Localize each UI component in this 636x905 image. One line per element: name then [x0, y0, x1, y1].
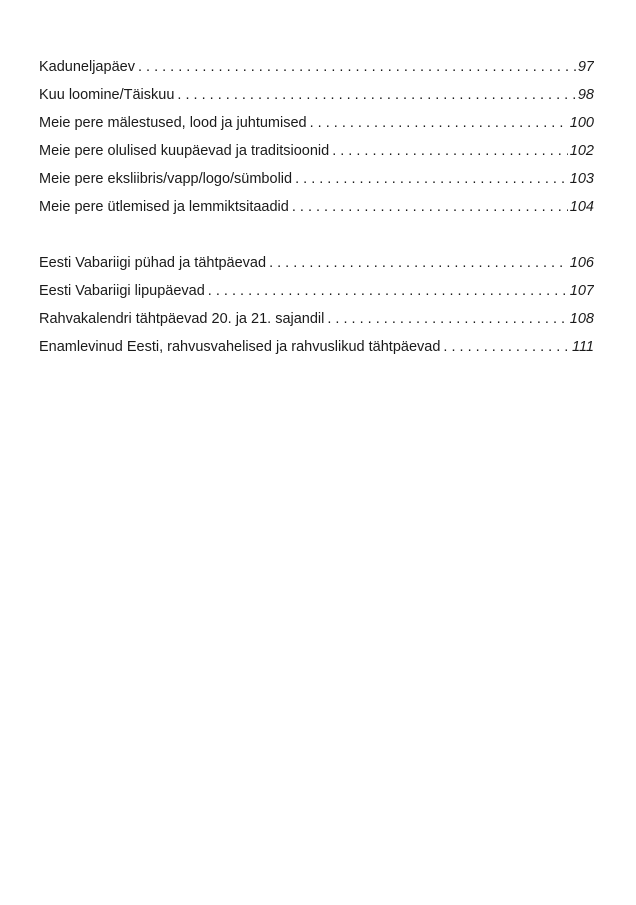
toc-entry-title: Rahvakalendri tähtpäevad 20. ja 21. sajandil [39, 311, 325, 327]
toc-group-holidays [39, 252, 594, 364]
toc-entry[interactable] [39, 196, 594, 224]
toc-entry-page-number: 102 [569, 143, 594, 159]
toc-entry-page-number: 104 [569, 199, 594, 215]
toc-entry[interactable] [39, 308, 594, 336]
toc-entry[interactable] [39, 56, 594, 84]
toc-entry[interactable] [39, 336, 594, 364]
table-of-contents [39, 56, 594, 364]
toc-entry-page-number: 98 [577, 87, 594, 103]
toc-entry[interactable] [39, 140, 594, 168]
toc-entry-title: Meie pere olulised kuupäevad ja traditsioonid [39, 143, 330, 159]
dot-leader [269, 252, 568, 274]
toc-entry-page-number: 100 [569, 115, 594, 131]
toc-entry-page-number: 107 [569, 283, 594, 299]
dot-leader [292, 196, 568, 218]
toc-entry[interactable] [39, 280, 594, 308]
toc-entry-page-number: 97 [577, 59, 594, 75]
dot-leader [138, 56, 576, 78]
toc-entry-title: Eesti Vabariigi lipupäevad [39, 283, 205, 299]
toc-entry-page-number: 108 [569, 311, 594, 327]
toc-entry-title: Meie pere eksliibris/vapp/logo/sümbolid [39, 171, 293, 187]
dot-leader [443, 336, 570, 358]
toc-entry[interactable] [39, 252, 594, 280]
dot-leader [332, 140, 568, 162]
toc-entry-title: Meie pere ütlemised ja lemmiktsitaadid [39, 199, 289, 215]
toc-entry-title: Enamlevinud Eesti, rahvusvahelised ja rahvuslikud tähtpäevad [39, 339, 441, 355]
dot-leader [327, 308, 567, 330]
toc-entry-title: Kaduneljapäev [39, 59, 135, 75]
dot-leader [177, 84, 575, 106]
toc-entry-page-number: 103 [569, 171, 594, 187]
toc-entry-title: Eesti Vabariigi pühad ja tähtpäevad [39, 255, 267, 271]
toc-group-family [39, 56, 594, 224]
toc-entry-page-number: 106 [569, 255, 594, 271]
toc-entry-title: Meie pere mälestused, lood ja juhtumised [39, 115, 307, 131]
toc-entry[interactable] [39, 84, 594, 112]
toc-entry-page-number: 111 [571, 339, 594, 355]
toc-entry[interactable] [39, 112, 594, 140]
toc-entry[interactable] [39, 168, 594, 196]
toc-entry-title: Kuu loomine/Täiskuu [39, 87, 175, 103]
dot-leader [310, 112, 568, 134]
dot-leader [295, 168, 568, 190]
dot-leader [208, 280, 568, 302]
